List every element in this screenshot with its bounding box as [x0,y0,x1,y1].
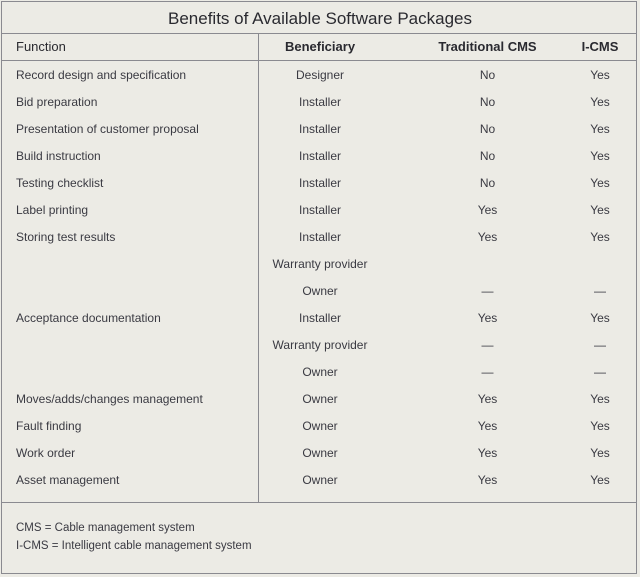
cell-function: Bid preparation [16,95,98,109]
cell-beneficiary: Installer [298,95,342,109]
cell-traditional-cms: Yes [477,230,498,244]
table-title: Benefits of Available Software Packages [168,9,472,28]
cell-traditional-cms: Yes [477,311,498,325]
cell-traditional-cms: Yes [477,446,498,460]
cell-traditional-cms: Yes [477,392,498,406]
cell-function: Record design and specification [16,68,187,82]
table-row [0,225,640,252]
table-row [0,144,640,171]
cell-function: Storing test results [16,230,116,244]
cell-icms: Yes [590,95,610,109]
header-divider [2,60,637,61]
cell-beneficiary: Warranty provider [272,338,368,352]
cell-function: Fault finding [16,419,82,433]
cell-beneficiary: Owner [302,473,338,487]
cell-beneficiary: Owner [302,446,338,460]
table-row [0,90,640,117]
table-row [0,252,640,279]
cell-traditional-cms: Yes [477,203,498,217]
table-row [0,387,640,414]
cell-function: Asset management [16,473,120,487]
cell-beneficiary: Warranty provider [272,257,368,271]
cell-function: Acceptance documentation [16,311,161,325]
cell-traditional-cms: No [479,149,496,163]
cell-icms: — [594,338,606,352]
cell-beneficiary: Owner [302,419,338,433]
cell-beneficiary: Installer [298,149,342,163]
cell-icms: Yes [590,473,610,487]
cell-beneficiary: Installer [298,176,342,190]
table-row [0,360,640,387]
header-function: Function [16,39,66,54]
cell-beneficiary: Designer [295,68,345,82]
cell-icms: — [594,284,606,298]
cell-traditional-cms: No [479,95,496,109]
footer-divider [2,502,637,503]
cell-beneficiary: Installer [298,311,342,325]
cell-function: Moves/adds/changes management [16,392,203,406]
cell-icms: Yes [590,230,610,244]
table-row [0,306,640,333]
cell-icms: Yes [590,149,610,163]
cell-icms: Yes [590,176,610,190]
table-row [0,63,640,90]
table-row [0,198,640,225]
cell-beneficiary: Installer [298,203,342,217]
cell-traditional-cms: Yes [477,473,498,487]
cell-icms: Yes [590,392,610,406]
title-divider [2,33,637,34]
cell-beneficiary: Installer [298,230,342,244]
cell-icms: Yes [590,311,610,325]
cell-traditional-cms: — [481,338,494,352]
table-row [0,279,640,306]
table-row [0,117,640,144]
cell-icms: Yes [590,68,610,82]
cell-traditional-cms: — [481,365,494,379]
cell-function: Presentation of customer proposal [16,122,199,136]
header-traditional-cms: Traditional CMS [438,39,537,54]
cell-icms: Yes [590,203,610,217]
footnote: CMS = Cable management system [16,522,195,534]
cell-function: Work order [16,446,76,460]
table-row [0,414,640,441]
table-row [0,468,640,495]
cell-icms: — [594,365,606,379]
cell-beneficiary: Installer [298,122,342,136]
cell-traditional-cms: No [479,68,496,82]
table-row [0,441,640,468]
cell-traditional-cms: No [479,122,496,136]
cell-icms: Yes [590,446,610,460]
cell-function: Testing checklist [16,176,104,190]
header-icms: I-CMS [581,39,619,54]
cell-function: Label printing [16,203,89,217]
cell-traditional-cms: — [481,284,494,298]
cell-traditional-cms: No [479,176,496,190]
cell-icms: Yes [590,419,610,433]
table-row [0,171,640,198]
cell-beneficiary: Owner [302,365,338,379]
table-row [0,333,640,360]
cell-icms: Yes [590,122,610,136]
cell-beneficiary: Owner [302,392,338,406]
footnote: I-CMS = Intelligent cable management system [16,540,252,552]
cell-function: Build instruction [16,149,101,163]
cell-traditional-cms: Yes [477,419,498,433]
header-beneficiary: Beneficiary [284,39,356,54]
cell-beneficiary: Owner [302,284,338,298]
